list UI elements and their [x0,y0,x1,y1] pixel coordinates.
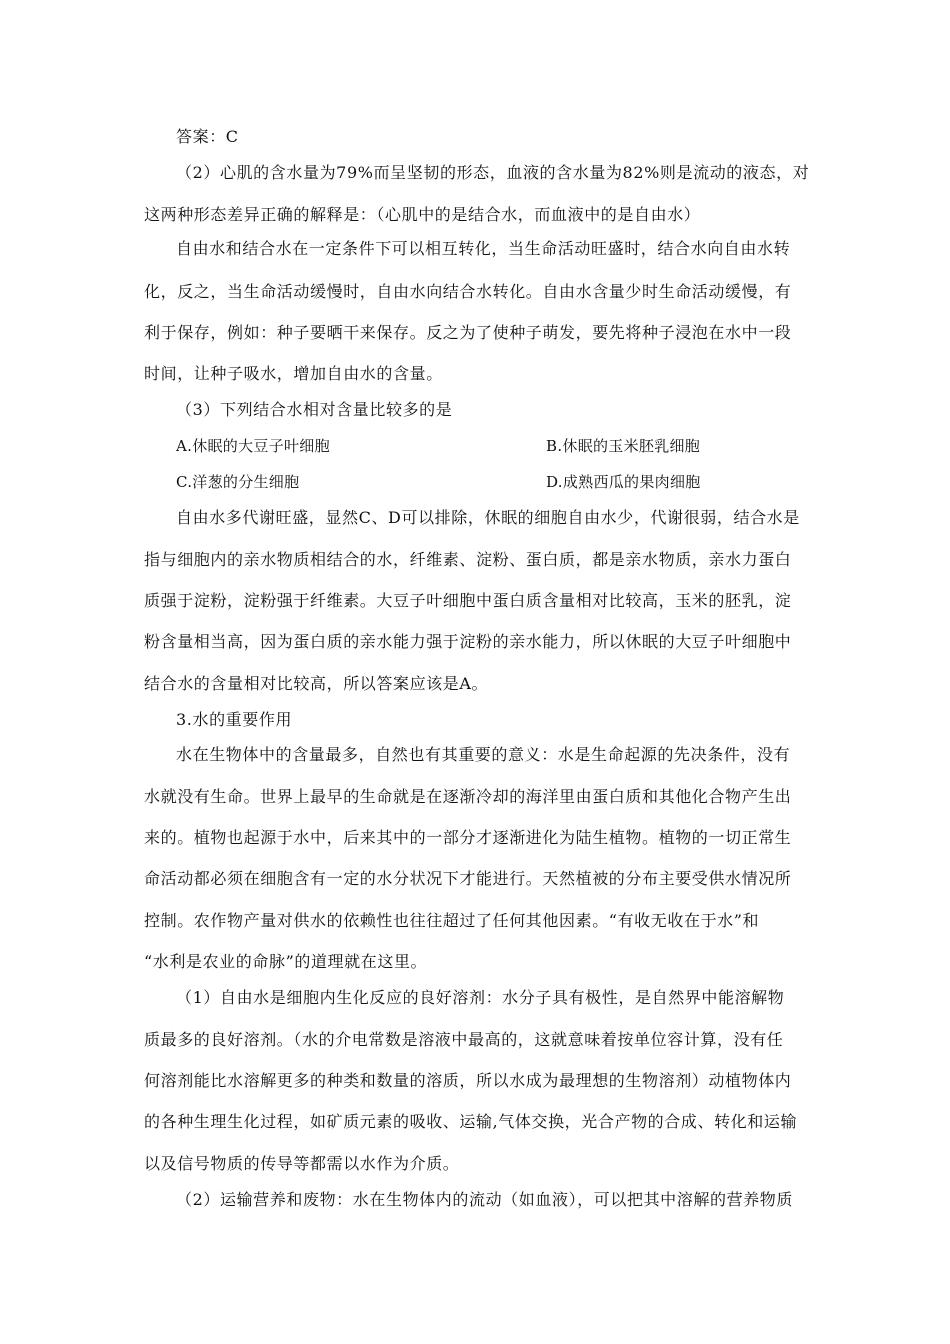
option-d: D.成熟西瓜的果肉细胞 [546,473,701,491]
explanation-line: 粉含量相当高，因为蛋白质的亲水能力强于淀粉的亲水能力，所以休眠的大豆子叶细胞中 [144,632,792,651]
water-importance-line: 水在生物体中的含量最多，自然也有其重要的意义：水是生命起源的先决条件，没有 [176,745,791,764]
solvent-line: 的各种生理生化过程，如矿质元素的吸收、运输,气体交换，光合产物的合成、转化和运输 [144,1112,798,1131]
water-importance-line: “水利是农业的命脉”的道理就在这里。 [144,952,428,971]
option-c: C.洋葱的分生细胞 [176,473,300,491]
water-importance-line: 来的。植物也起源于水中，后来其中的一部分才逐渐进化为陆生植物。植物的一切正常生 [144,828,792,847]
solvent-line: 以及信号物质的传导等都需以水作为介质。 [144,1154,460,1173]
answer-line: 答案：C [176,127,239,146]
paragraph-line: 时间，让种子吸水，增加自由水的含量。 [144,364,443,383]
paragraph-line: 化，反之，当生命活动缓慢时，自由水向结合水转化。自由水含量少时生命活动缓慢，有 [144,282,792,301]
explanation-line: 指与细胞内的亲水物质相结合的水，纤维素、淀粉、蛋白质，都是亲水物质，亲水力蛋白 [144,550,792,569]
solvent-line: （1）自由水是细胞内生化反应的良好溶剂：水分子具有极性，是自然界中能溶解物 [176,988,785,1007]
paragraph-line: 自由水和结合水在一定条件下可以相互转化，当生命活动旺盛时，结合水向自由水转 [176,239,791,258]
explanation-line: 自由水多代谢旺盛，显然C、D可以排除，休眠的细胞自由水少，代谢很弱，结合水是 [176,508,800,527]
transport-line: （2）运输营养和废物：水在生物体内的流动（如血液），可以把其中溶解的营养物质 [176,1190,793,1209]
water-importance-line: 水就没有生命。世界上最早的生命就是在逐渐冷却的海洋里由蛋白质和其他化合物产生出 [144,787,792,806]
option-a: A.休眠的大豆子叶细胞 [176,437,330,455]
option-b: B.休眠的玉米胚乳细胞 [546,437,701,455]
question-3-line: （3）下列结合水相对含量比较多的是 [176,400,453,419]
water-importance-line: 控制。农作物产量对供水的依赖性也往往超过了任何其他因素。“有收无收在于水”和 [144,911,760,930]
explanation-line: 结合水的含量相对比较高，所以答案应该是A。 [144,674,489,693]
question-2-line-1: （2）心肌的含水量为79%而呈坚韧的形态，血液的含水量为82%则是流动的液态，对 [176,163,810,182]
explanation-line: 质强于淀粉，淀粉强于纤维素。大豆子叶细胞中蛋白质含量相对比较高，玉米的胚乳，淀 [144,591,792,610]
water-importance-line: 命活动都必须在细胞含有一定的水分状况下才能进行。天然植被的分布主要受供水情况所 [144,869,792,888]
solvent-line: 何溶剂能比水溶解更多的种类和数量的溶质，所以水成为最理想的生物溶剂）动植物体内 [144,1071,792,1090]
section-heading: 3.水的重要作用 [176,710,293,729]
question-2-line-2: 这两种形态差异正确的解释是：（心肌中的是结合水，而血液中的是自由水） [144,205,701,224]
solvent-line: 质最多的良好溶剂。（水的介电常数是溶液中最高的，这就意味着按单位容计算，没有任 [144,1030,784,1049]
paragraph-line: 利于保存，例如：种子要晒干来保存。反之为了使种子萌发，要先将种子浸泡在水中一段 [144,323,792,342]
